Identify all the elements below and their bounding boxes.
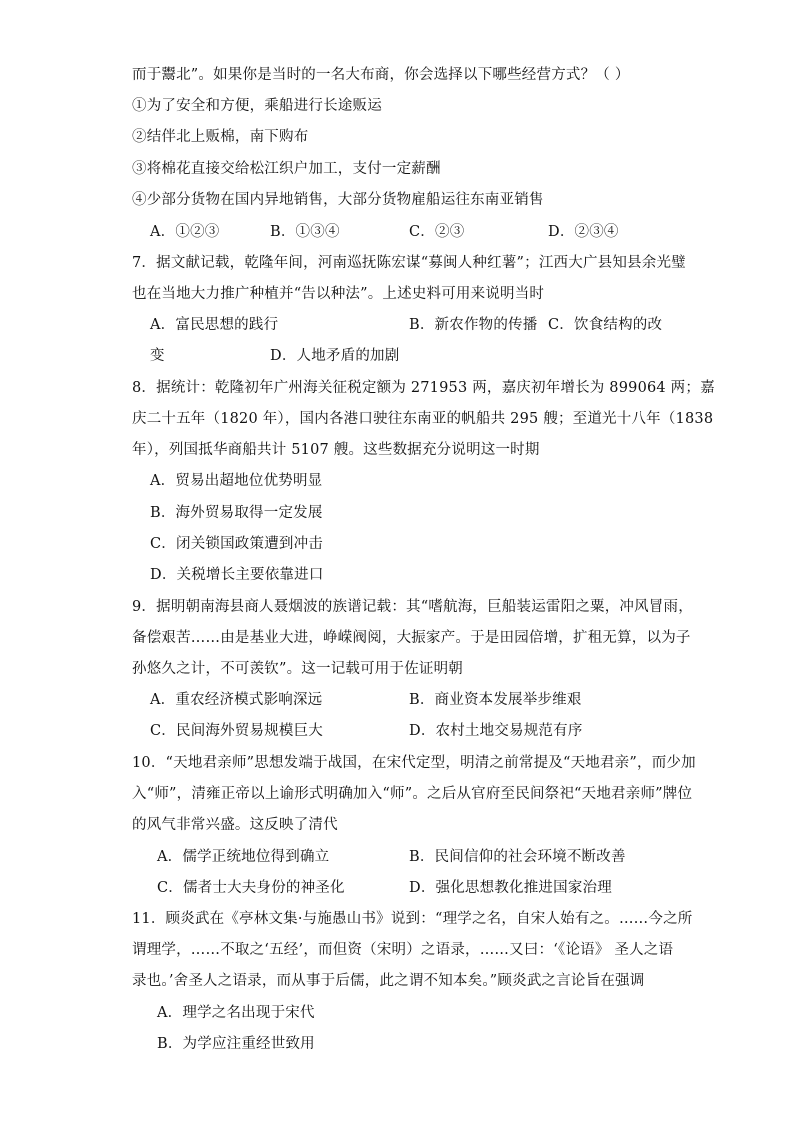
- q6-option-a: A．①②③: [150, 224, 220, 240]
- q9-option-d: D．农村土地交易规范有序: [409, 723, 583, 739]
- q11-option-b: B．为学应注重经世致用: [157, 1036, 315, 1052]
- q10-stem-line-1: 10．“天地君亲师”思想发端于战国，在宋代定型，明清之前常提及“天地君亲”，而少加: [132, 755, 696, 771]
- q6-option-d: D．②③④: [548, 224, 619, 240]
- q9-option-b: B．商业资本发展举步维艰: [409, 692, 582, 708]
- q9-stem-line-1: 9．据明朝南海县商人聂烟波的族谱记载：其“嗜航海，巨船装运雷阳之粟，冲风冒雨，: [132, 599, 693, 615]
- q10-option-c: C．儒者士大夫身份的神圣化: [157, 880, 345, 896]
- q7-option-b: B．新农作物的传播: [409, 317, 538, 333]
- q10-stem-line-2: 入“师”，清雍正帝以上谕形式明确加入“师”。之后从官府至民间祭祀“天地君亲师”牌位: [132, 786, 693, 802]
- q9-stem-line-2: 备偿艰苦……由是基业大进，峥嵘阀阅，大振家产。于是田园倍增，扩租无算，以为子: [132, 630, 691, 646]
- q10-stem-line-3: 的风气非常兴盛。这反映了清代: [132, 817, 338, 833]
- q6-option-c: C．②③: [409, 224, 465, 240]
- q11-stem-line-2: 谓理学，……不取之‘五经’，而但资（宋明）之语录，……又曰：‘《论语》 圣人之语: [132, 942, 674, 958]
- q8-stem-line-2: 庆二十五年（1820 年），国内各港口驶往东南亚的帆船共 295 艘；至道光十八年（1838: [132, 411, 714, 427]
- q7-option-d: D．人地矛盾的加剧: [270, 348, 400, 364]
- q6-stem-tail: 而于鬻北”。如果你是当时的一名大布商，你会选择以下哪些经营方式？（ ）: [132, 67, 630, 83]
- q7-stem-line-1: 7．据文献记载，乾隆年间，河南巡抚陈宏谋“募闽人种红薯”；江西大广县知县余光璧: [132, 255, 686, 271]
- q6-option-b: B．①③④: [270, 224, 340, 240]
- q9-option-c: C．民间海外贸易规模巨大: [150, 723, 323, 739]
- q6-item-3: ③将棉花直接交给松江织户加工，支付一定薪酬: [132, 161, 441, 177]
- q11-option-a: A．理学之名出现于宋代: [157, 1005, 315, 1021]
- q8-option-d: D．关税增长主要依靠进口: [150, 567, 324, 583]
- q8-option-b: B．海外贸易取得一定发展: [150, 505, 323, 521]
- q8-stem-line-1: 8．据统计：乾隆初年广州海关征税定额为 271953 两，嘉庆初年增长为 899064 两；嘉: [132, 380, 715, 396]
- q6-item-1: ①为了安全和方便，乘船进行长途贩运: [132, 98, 382, 114]
- q10-option-d: D．强化思想教化推进国家治理: [409, 880, 612, 896]
- q7-option-c-part-2: 变: [150, 348, 165, 364]
- q11-stem-line-3: 录也。’舍圣人之语录，而从事于后儒，此之谓不知本矣。”顾炎武之言论旨在强调: [132, 973, 645, 989]
- q7-stem-line-2: 也在当地大力推广种植并“告以种法”。上述史料可用来说明当时: [132, 286, 545, 302]
- q7-option-a: A．富民思想的践行: [150, 317, 279, 333]
- q11-stem-line-1: 11．顾炎武在《亭林文集·与施愚山书》说到：“理学之名，自宋人始有之。……今之所: [132, 911, 693, 927]
- q7-option-c-part-1: C．饮食结构的改: [548, 317, 663, 333]
- q9-option-a: A．重农经济模式影响深远: [150, 692, 323, 708]
- q6-item-4: ④少部分货物在国内异地销售，大部分货物雇船运往东南亚销售: [132, 192, 544, 208]
- q10-option-b: B．民间信仰的社会环境不断改善: [409, 849, 626, 865]
- q8-option-a: A．贸易出超地位优势明显: [150, 473, 323, 489]
- q8-option-c: C．闭关锁国政策遭到冲击: [150, 536, 323, 552]
- q9-stem-line-3: 孙悠久之计，不可羡钦”。这一记载可用于佐证明朝: [132, 661, 464, 677]
- q10-option-a: A．儒学正统地位得到确立: [157, 849, 330, 865]
- q6-item-2: ②结伴北上贩棉，南下购布: [132, 129, 309, 145]
- q8-stem-line-3: 年），列国抵华商船共计 5107 艘。这些数据充分说明这一时期: [132, 442, 540, 458]
